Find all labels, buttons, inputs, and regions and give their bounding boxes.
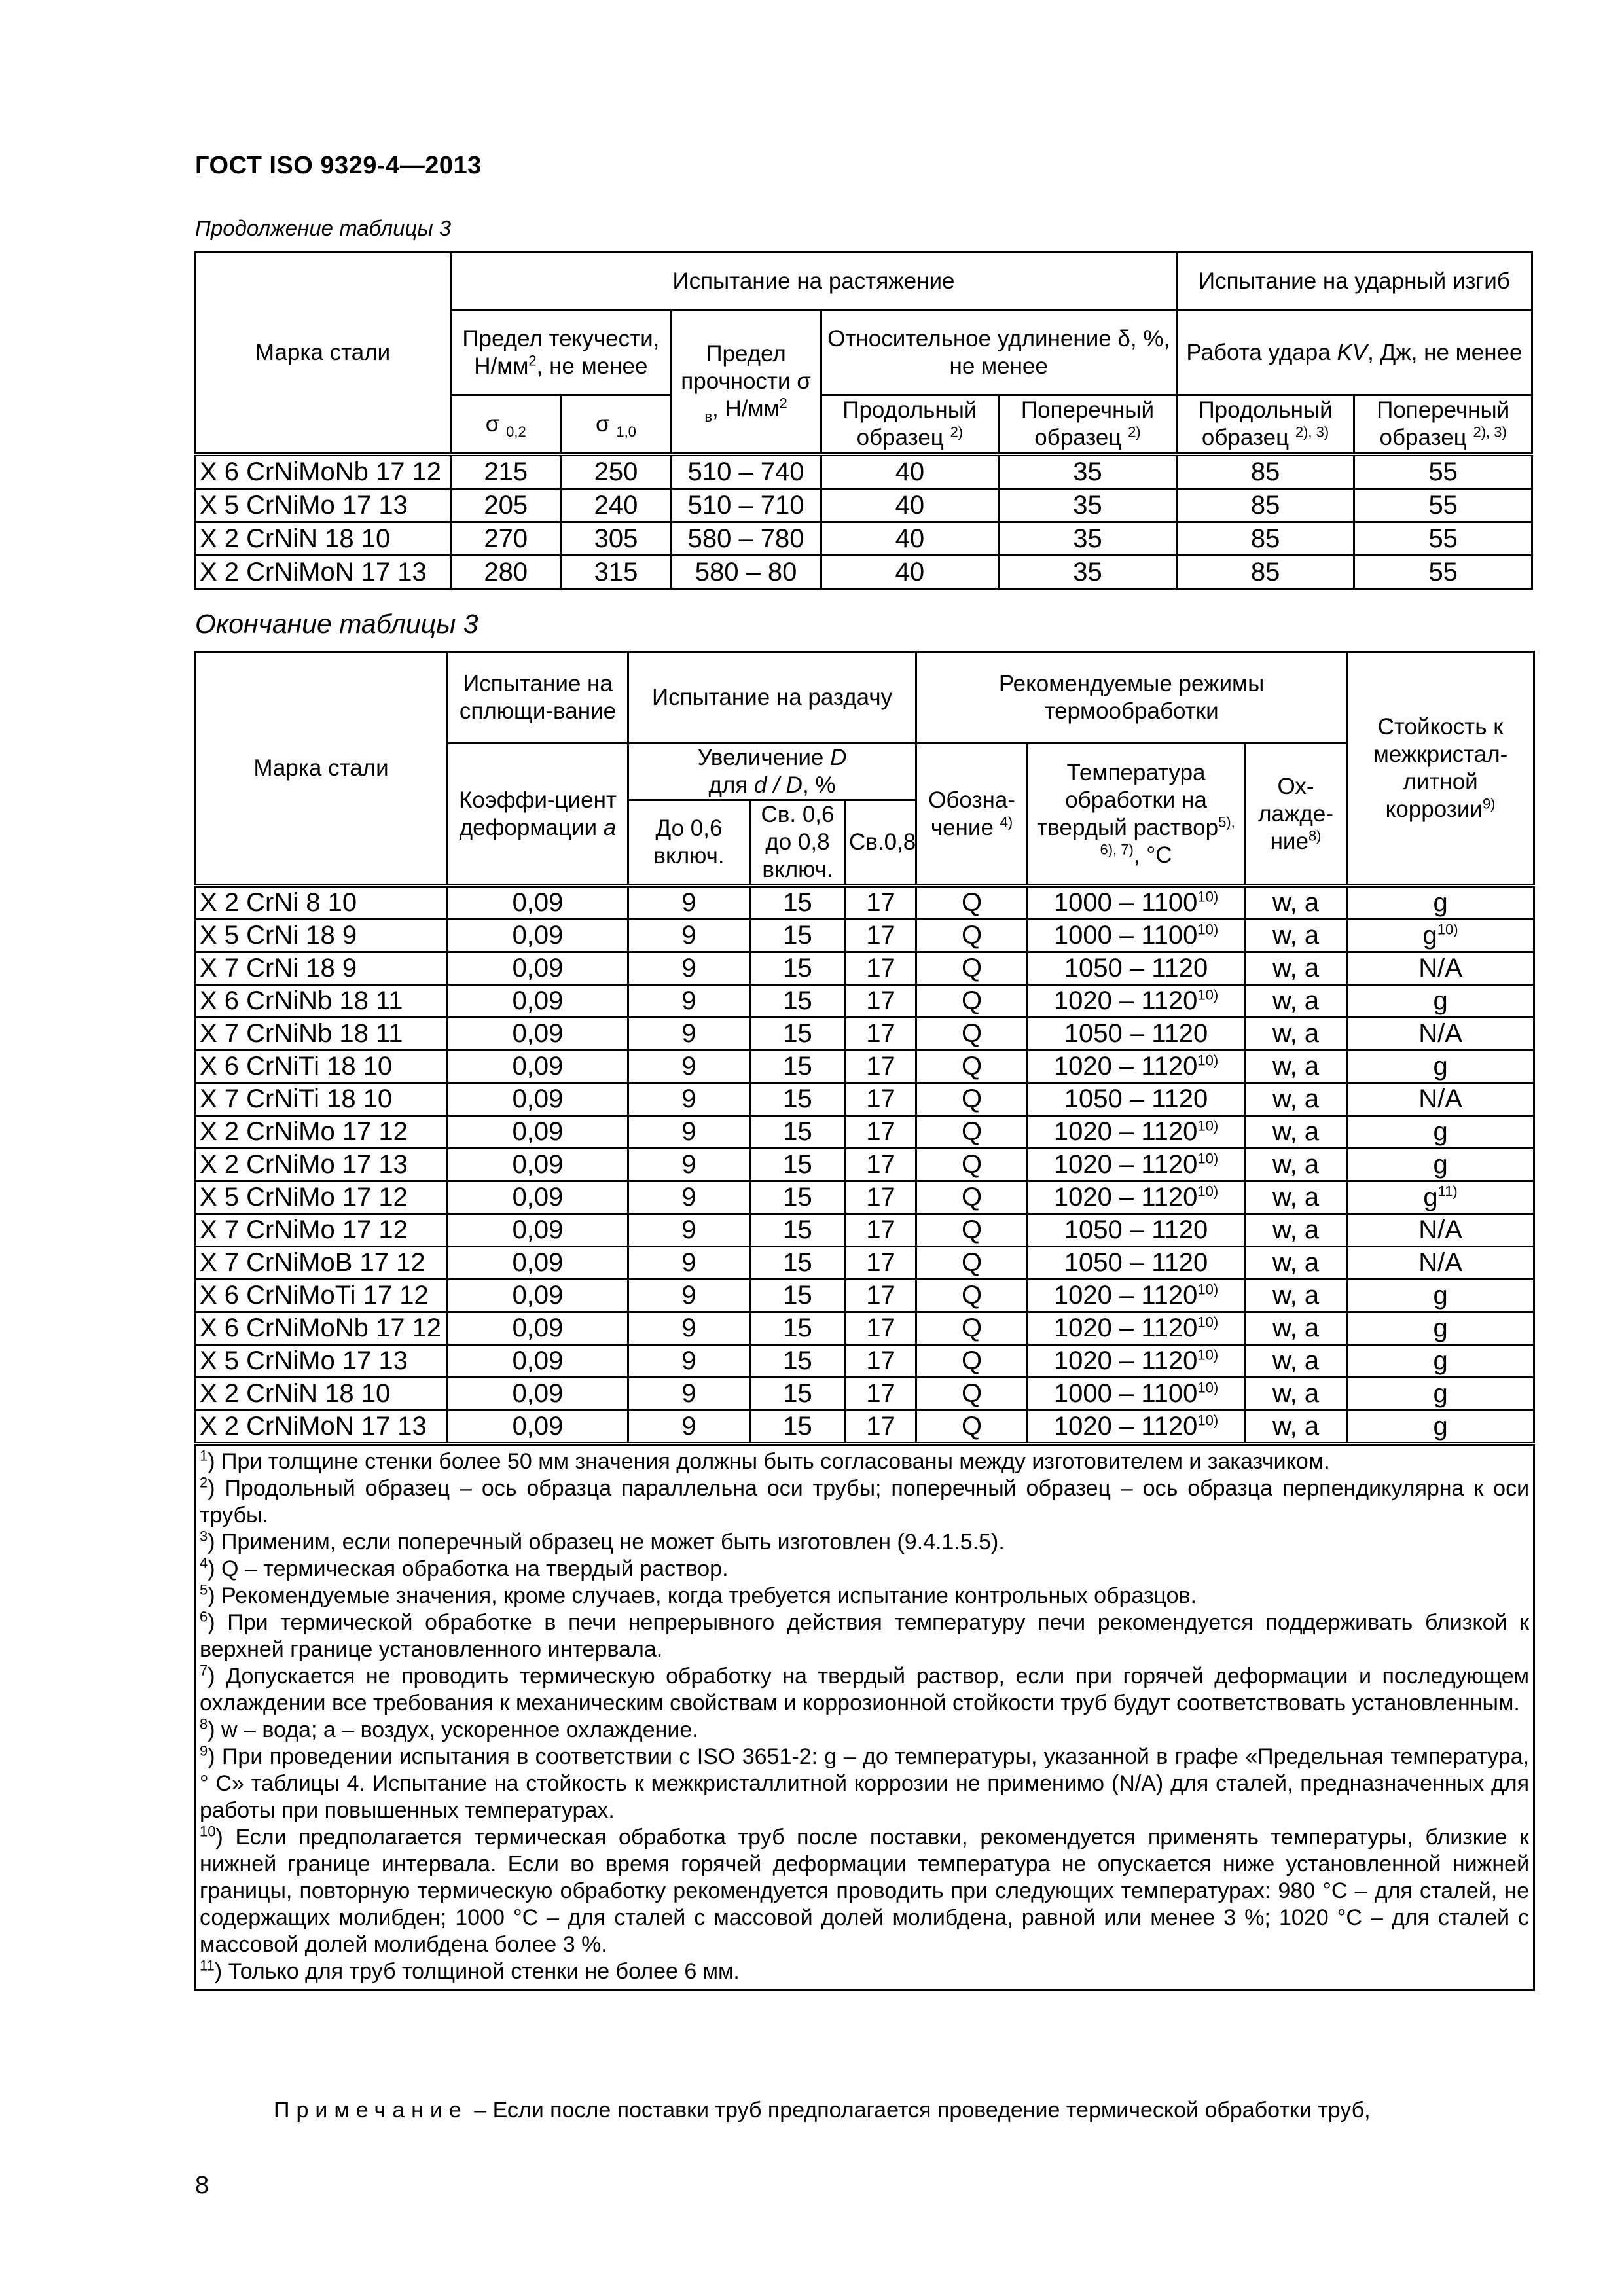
flattening-test-header: Испытание на сплющи-вание <box>448 652 628 744</box>
c3-cell: 17 <box>846 1410 916 1444</box>
coef-cell: 0,09 <box>448 1149 628 1181</box>
coef-cell: 0,09 <box>448 1247 628 1280</box>
steel-grade-cell: Х 2 CrNiMoN 17 13 <box>195 555 451 588</box>
cool-cell: w, a <box>1245 952 1347 985</box>
coef-cell: 0,09 <box>448 1410 628 1444</box>
c1-cell: 9 <box>628 1050 750 1083</box>
elong-longitudinal-header: Продольный образец $^{2)}$ <box>821 395 999 454</box>
tensile-strength-header: Предел прочности σ $_в$, $Н/мм^2$ <box>671 310 821 454</box>
temp-cell: 1000 – 1100$^{10)}$ <box>1028 1378 1245 1410</box>
c3-cell: 17 <box>846 1116 916 1149</box>
temp-cell: 1000 – 1100$^{10)}$ <box>1028 886 1245 920</box>
range-3-header: Св.0,8 <box>846 800 916 886</box>
value-cell: 215 <box>451 454 561 489</box>
temp-cell: 1020 – 1120$^{10)}$ <box>1028 1149 1245 1181</box>
c2-cell: 15 <box>750 1247 846 1280</box>
cool-cell: w, a <box>1245 1345 1347 1378</box>
cool-cell: w, a <box>1245 985 1347 1018</box>
table-row <box>195 1050 1534 1083</box>
c1-cell: 9 <box>628 1312 750 1345</box>
des-cell: Q <box>916 1018 1028 1050</box>
c2-cell: 15 <box>750 985 846 1018</box>
table-row <box>195 1149 1534 1181</box>
cool-cell: w, a <box>1245 1116 1347 1149</box>
cooling-header: Ох-лажде-ние$^{8)}$ <box>1245 744 1347 886</box>
c3-cell: 17 <box>846 1312 916 1345</box>
cool-cell: w, a <box>1245 1149 1347 1181</box>
c1-cell: 9 <box>628 1214 750 1247</box>
value-cell: 40 <box>821 555 999 588</box>
c1-cell: 9 <box>628 1018 750 1050</box>
res-cell: $g^{11)}$ <box>1347 1181 1534 1214</box>
range-2-header: Св. 0,6 до 0,8 включ. <box>750 800 846 886</box>
steel-grade-cell: Х 5 CrNiMo 17 13 <box>195 488 451 522</box>
designation-header: Обозна-чение $^{4)}$ <box>916 744 1028 886</box>
temp-cell: 1050 – 1120 <box>1028 1247 1245 1280</box>
value-cell: 85 <box>1176 454 1354 489</box>
elong-transverse-header: Поперечный образец $^{2)}$ <box>999 395 1177 454</box>
value-cell: 510 – 710 <box>671 488 821 522</box>
c2-cell: 15 <box>750 920 846 952</box>
cool-cell: w, a <box>1245 1050 1347 1083</box>
cool-cell: w, a <box>1245 1280 1347 1312</box>
res-cell: g <box>1347 1410 1534 1444</box>
cool-cell: w, a <box>1245 886 1347 920</box>
c2-cell: 15 <box>750 1214 846 1247</box>
sigma-10-header: σ $_{1,0}$ <box>561 395 671 454</box>
c1-cell: 9 <box>628 1149 750 1181</box>
c1-cell: 9 <box>628 1181 750 1214</box>
temp-cell: 1020 – 1120$^{10)}$ <box>1028 985 1245 1018</box>
footnote-item: $^1$) При толщине стенки более 50 мм значения должны быть согласованы между изготовителем и заказчиком. <box>200 1447 1330 1474</box>
c3-cell: 17 <box>846 1050 916 1083</box>
coef-cell: 0,09 <box>448 1181 628 1214</box>
coef-cell: 0,09 <box>448 1378 628 1410</box>
c3-cell: 17 <box>846 1345 916 1378</box>
steel-grade-cell: Х 2 CrNiMo 17 12 <box>195 1116 448 1149</box>
cool-cell: w, a <box>1245 1214 1347 1247</box>
c2-cell: 15 <box>750 1116 846 1149</box>
res-cell: g <box>1347 886 1534 920</box>
c2-cell: 15 <box>750 1378 846 1410</box>
value-cell: 55 <box>1354 522 1532 555</box>
steel-grade-cell: Х 2 CrNiMoN 17 13 <box>195 1410 448 1444</box>
table-row <box>195 952 1534 985</box>
footnote-item: $^7$) Допускается не проводить термическую обработку на твердый раствор, если при горячей деформации и последующем охлаждении все требования к механическим свойствам и коррозионной стойкости труб будут соответствовать установленным. <box>200 1662 1530 1715</box>
table-row <box>195 985 1534 1018</box>
table-row <box>195 886 1534 920</box>
c3-cell: 17 <box>846 886 916 920</box>
impact-longitudinal-header: Продольный образец $^{2), 3)}$ <box>1176 395 1354 454</box>
cool-cell: w, a <box>1245 1410 1347 1444</box>
heat-treatment-table <box>194 651 1535 1991</box>
c2-cell: 15 <box>750 1345 846 1378</box>
coef-cell: 0,09 <box>448 1116 628 1149</box>
cool-cell: w, a <box>1245 1018 1347 1050</box>
value-cell: 580 – 80 <box>671 555 821 588</box>
res-cell: g <box>1347 1116 1534 1149</box>
des-cell: Q <box>916 1149 1028 1181</box>
steel-grade-cell: Х 6 CrNiMoNb 17 12 <box>195 1312 448 1345</box>
c2-cell: 15 <box>750 1083 846 1116</box>
c1-cell: 9 <box>628 985 750 1018</box>
c2-cell: 15 <box>750 1280 846 1312</box>
grade-header: Марка стали <box>195 652 448 886</box>
des-cell: Q <box>916 1050 1028 1083</box>
c2-cell: 15 <box>750 1181 846 1214</box>
temp-cell: 1050 – 1120 <box>1028 1214 1245 1247</box>
des-cell: Q <box>916 1214 1028 1247</box>
res-cell: N/A <box>1347 1247 1534 1280</box>
coef-cell: 0,09 <box>448 886 628 920</box>
des-cell: Q <box>916 985 1028 1018</box>
coef-cell: 0,09 <box>448 1345 628 1378</box>
c3-cell: 17 <box>846 1247 916 1280</box>
footnote-item: $^5$) Рекомендуемые значения, кроме случаев, когда требуется испытание контрольных образцов. <box>200 1581 1197 1608</box>
res-cell: g <box>1347 1345 1534 1378</box>
footnote-item: $^{10}$) Если предполагается термическая обработка труб после поставки, рекомендуется применять температуры, близкие к нижней границе интервала. Если во время горячей деформации температура не опускается ниже установленной нижней границы, повторную термическую обработку рекомендуется проводить при следующих температурах: 980 °С – для сталей, не содержащих молибден; 1000 °С – для сталей с массовой долей молибдена, равной или менее 3 %; 1020 °С – для сталей с массовой долей молибдена более 3 %. <box>200 1823 1530 1957</box>
value-cell: 55 <box>1354 454 1532 489</box>
value-cell: 35 <box>999 488 1177 522</box>
steel-grade-cell: Х 2 CrNiN 18 10 <box>195 1378 448 1410</box>
c1-cell: 9 <box>628 1083 750 1116</box>
c3-cell: 17 <box>846 1083 916 1116</box>
temperature-header: Температура обработки на твердый раствор$^{5), 6), 7)}$, °С <box>1028 744 1245 886</box>
des-cell: Q <box>916 1312 1028 1345</box>
table-row <box>195 1214 1534 1247</box>
des-cell: Q <box>916 1378 1028 1410</box>
des-cell: Q <box>916 1181 1028 1214</box>
footnote-item: $^6$) При термической обработке в печи непрерывного действия температуру печи рекомендуется поддерживать близкой к верхней границе установленного интервала. <box>200 1608 1530 1662</box>
table-row <box>195 1410 1534 1444</box>
steel-grade-cell: Х 2 CrNiMo 17 13 <box>195 1149 448 1181</box>
des-cell: Q <box>916 1247 1028 1280</box>
yield-strength-header: Предел текучести, $Н/мм^2$, не менее <box>451 310 671 395</box>
temp-cell: 1020 – 1120$^{10)}$ <box>1028 1410 1245 1444</box>
coef-cell: 0,09 <box>448 1214 628 1247</box>
temp-cell: 1050 – 1120 <box>1028 1083 1245 1116</box>
cool-cell: w, a <box>1245 1247 1347 1280</box>
res-cell: g <box>1347 1312 1534 1345</box>
footnote-item: $^9$) При проведении испытания в соответствии с ISO 3651-2: g – до температуры, указанной в графе «Предельная температура, ° C» таблицы 4. Испытание на стойкость к межкристаллитной коррозии не применимо (N/A) для сталей, предназначенных для работы при повышенных температурах. <box>200 1742 1530 1823</box>
corrosion-resistance-header: Стойкость к межкристал-литной коррозии$^{9)}$ <box>1347 652 1534 886</box>
table1-caption: Продолжение таблицы 3 <box>195 216 452 240</box>
des-cell: Q <box>916 1116 1028 1149</box>
page-number: 8 <box>195 2172 209 2199</box>
c2-cell: 15 <box>750 952 846 985</box>
elongation-header: Относительное удлинение δ, %, не менее <box>821 310 1176 395</box>
footnote-item: $^4$) Q – термическая обработка на твердый раствор. <box>200 1554 729 1581</box>
mechanical-properties-table <box>194 251 1533 590</box>
document-header: ГОСТ ISO 9329-4—2013 <box>195 152 482 179</box>
steel-grade-cell: Х 2 CrNi 8 10 <box>195 886 448 920</box>
res-cell: N/A <box>1347 952 1534 985</box>
res-cell: N/A <box>1347 1214 1534 1247</box>
expansion-test-header: Испытание на раздачу <box>628 652 916 744</box>
grade-header: Марка стали <box>195 253 451 454</box>
c3-cell: 17 <box>846 1214 916 1247</box>
temp-cell: 1020 – 1120$^{10)}$ <box>1028 1181 1245 1214</box>
cool-cell: w, a <box>1245 1378 1347 1410</box>
table2-caption: Окончание таблицы 3 <box>195 609 478 639</box>
coef-cell: 0,09 <box>448 1050 628 1083</box>
temp-cell: 1020 – 1120$^{10)}$ <box>1028 1116 1245 1149</box>
value-cell: 40 <box>821 488 999 522</box>
res-cell: g <box>1347 1050 1534 1083</box>
heat-treatment-header: Рекомендуемые режимы термообработки <box>916 652 1347 744</box>
table-row <box>195 1345 1534 1378</box>
c3-cell: 17 <box>846 1149 916 1181</box>
range-1-header: До 0,6 включ. <box>628 800 750 886</box>
table-row <box>195 1018 1534 1050</box>
c1-cell: 9 <box>628 1116 750 1149</box>
impact-transverse-header: Поперечный образец $^{2), 3)}$ <box>1354 395 1532 454</box>
value-cell: 55 <box>1354 555 1532 588</box>
steel-grade-cell: Х 7 CrNi 18 9 <box>195 952 448 985</box>
coef-cell: 0,09 <box>448 985 628 1018</box>
c1-cell: 9 <box>628 1247 750 1280</box>
coef-cell: 0,09 <box>448 1280 628 1312</box>
c2-cell: 15 <box>750 1410 846 1444</box>
value-cell: 35 <box>999 522 1177 555</box>
steel-grade-cell: Х 2 CrNiN 18 10 <box>195 522 451 555</box>
c3-cell: 17 <box>846 920 916 952</box>
value-cell: 85 <box>1176 522 1354 555</box>
value-cell: 55 <box>1354 488 1532 522</box>
temp-cell: 1000 – 1100$^{10)}$ <box>1028 920 1245 952</box>
temp-cell: 1050 – 1120 <box>1028 1018 1245 1050</box>
note-paragraph: Примечание – Если после поставки труб предполагается проведение термической обработки труб, <box>274 2098 1371 2123</box>
table-row <box>195 1247 1534 1280</box>
footnote-item: $^8$) w – вода; a – воздух, ускоренное охлаждение. <box>200 1715 698 1742</box>
value-cell: 510 – 740 <box>671 454 821 489</box>
coef-cell: 0,09 <box>448 1018 628 1050</box>
temp-cell: 1020 – 1120$^{10)}$ <box>1028 1312 1245 1345</box>
value-cell: 85 <box>1176 488 1354 522</box>
steel-grade-cell: Х 7 CrNiNb 18 11 <box>195 1018 448 1050</box>
table-row <box>195 522 1532 555</box>
c3-cell: 17 <box>846 1181 916 1214</box>
steel-grade-cell: Х 7 CrNiMoB 17 12 <box>195 1247 448 1280</box>
c3-cell: 17 <box>846 952 916 985</box>
cool-cell: w, a <box>1245 920 1347 952</box>
c2-cell: 15 <box>750 1018 846 1050</box>
steel-grade-cell: Х 5 CrNiMo 17 12 <box>195 1181 448 1214</box>
footnote-item: $^2$) Продольный образец – ось образца параллельна оси трубы; поперечный образец – ось образца перпендикулярна к оси трубы. <box>200 1474 1530 1528</box>
coef-cell: 0,09 <box>448 920 628 952</box>
c1-cell: 9 <box>628 920 750 952</box>
value-cell: 85 <box>1176 555 1354 588</box>
sigma-02-header: σ $_{0,2}$ <box>451 395 561 454</box>
res-cell: g <box>1347 1280 1534 1312</box>
steel-grade-cell: Х 7 CrNiTi 18 10 <box>195 1083 448 1116</box>
steel-grade-cell: Х 6 CrNiTi 18 10 <box>195 1050 448 1083</box>
res-cell: g <box>1347 985 1534 1018</box>
c3-cell: 17 <box>846 1378 916 1410</box>
des-cell: Q <box>916 952 1028 985</box>
res-cell: N/A <box>1347 1083 1534 1116</box>
c1-cell: 9 <box>628 1345 750 1378</box>
coef-cell: 0,09 <box>448 1312 628 1345</box>
res-cell: N/A <box>1347 1018 1534 1050</box>
c3-cell: 17 <box>846 1280 916 1312</box>
value-cell: 315 <box>561 555 671 588</box>
deformation-coefficient-header: Коэффи-циент деформации a <box>448 744 628 886</box>
table-row <box>195 1083 1534 1116</box>
c1-cell: 9 <box>628 886 750 920</box>
table-row <box>195 488 1532 522</box>
coef-cell: 0,09 <box>448 952 628 985</box>
steel-grade-cell: Х 5 CrNiMo 17 13 <box>195 1345 448 1378</box>
c2-cell: 15 <box>750 1312 846 1345</box>
value-cell: 280 <box>451 555 561 588</box>
c1-cell: 9 <box>628 1410 750 1444</box>
c2-cell: 15 <box>750 1050 846 1083</box>
table-row <box>195 920 1534 952</box>
value-cell: 35 <box>999 454 1177 489</box>
increase-header: Увеличение D для d / D, % <box>628 744 916 800</box>
table-row <box>195 1312 1534 1345</box>
steel-grade-cell: Х 5 CrNi 18 9 <box>195 920 448 952</box>
cool-cell: w, a <box>1245 1181 1347 1214</box>
footnote-item: $^{11}$) Только для труб толщиной стенки не более 6 мм. <box>200 1957 740 1984</box>
table-row <box>195 1116 1534 1149</box>
tensile-test-header: Испытание на растяжение <box>451 253 1177 310</box>
table-row <box>195 555 1532 588</box>
steel-grade-cell: Х 6 CrNiMoTi 17 12 <box>195 1280 448 1312</box>
c1-cell: 9 <box>628 1280 750 1312</box>
des-cell: Q <box>916 1345 1028 1378</box>
c2-cell: 15 <box>750 886 846 920</box>
table-row <box>195 1181 1534 1214</box>
c2-cell: 15 <box>750 1149 846 1181</box>
c1-cell: 9 <box>628 952 750 985</box>
res-cell: g <box>1347 1149 1534 1181</box>
footnotes <box>195 1444 1534 1990</box>
impact-test-header: Испытание на ударный изгиб <box>1176 253 1532 310</box>
des-cell: Q <box>916 920 1028 952</box>
temp-cell: 1020 – 1120$^{10)}$ <box>1028 1050 1245 1083</box>
value-cell: 40 <box>821 454 999 489</box>
table-row <box>195 1280 1534 1312</box>
res-cell: g <box>1347 1378 1534 1410</box>
des-cell: Q <box>916 1083 1028 1116</box>
c3-cell: 17 <box>846 985 916 1018</box>
temp-cell: 1020 – 1120$^{10)}$ <box>1028 1345 1245 1378</box>
value-cell: 305 <box>561 522 671 555</box>
res-cell: $g^{10)}$ <box>1347 920 1534 952</box>
table-row <box>195 1378 1534 1410</box>
temp-cell: 1050 – 1120 <box>1028 952 1245 985</box>
temp-cell: 1020 – 1120$^{10)}$ <box>1028 1280 1245 1312</box>
table-row <box>195 454 1532 489</box>
des-cell: Q <box>916 1410 1028 1444</box>
value-cell: 270 <box>451 522 561 555</box>
impact-energy-header: Работа удара KV, Дж, не менее <box>1176 310 1532 395</box>
cool-cell: w, a <box>1245 1083 1347 1116</box>
value-cell: 40 <box>821 522 999 555</box>
value-cell: 205 <box>451 488 561 522</box>
des-cell: Q <box>916 886 1028 920</box>
c1-cell: 9 <box>628 1378 750 1410</box>
coef-cell: 0,09 <box>448 1083 628 1116</box>
steel-grade-cell: Х 7 CrNiMo 17 12 <box>195 1214 448 1247</box>
steel-grade-cell: Х 6 CrNiMoNb 17 12 <box>195 454 451 489</box>
value-cell: 250 <box>561 454 671 489</box>
value-cell: 240 <box>561 488 671 522</box>
steel-grade-cell: Х 6 CrNiNb 18 11 <box>195 985 448 1018</box>
des-cell: Q <box>916 1280 1028 1312</box>
value-cell: 580 – 780 <box>671 522 821 555</box>
c3-cell: 17 <box>846 1018 916 1050</box>
footnote-item: $^3$) Применим, если поперечный образец не может быть изготовлен (9.4.1.5.5). <box>200 1528 1005 1554</box>
value-cell: 35 <box>999 555 1177 588</box>
cool-cell: w, a <box>1245 1312 1347 1345</box>
